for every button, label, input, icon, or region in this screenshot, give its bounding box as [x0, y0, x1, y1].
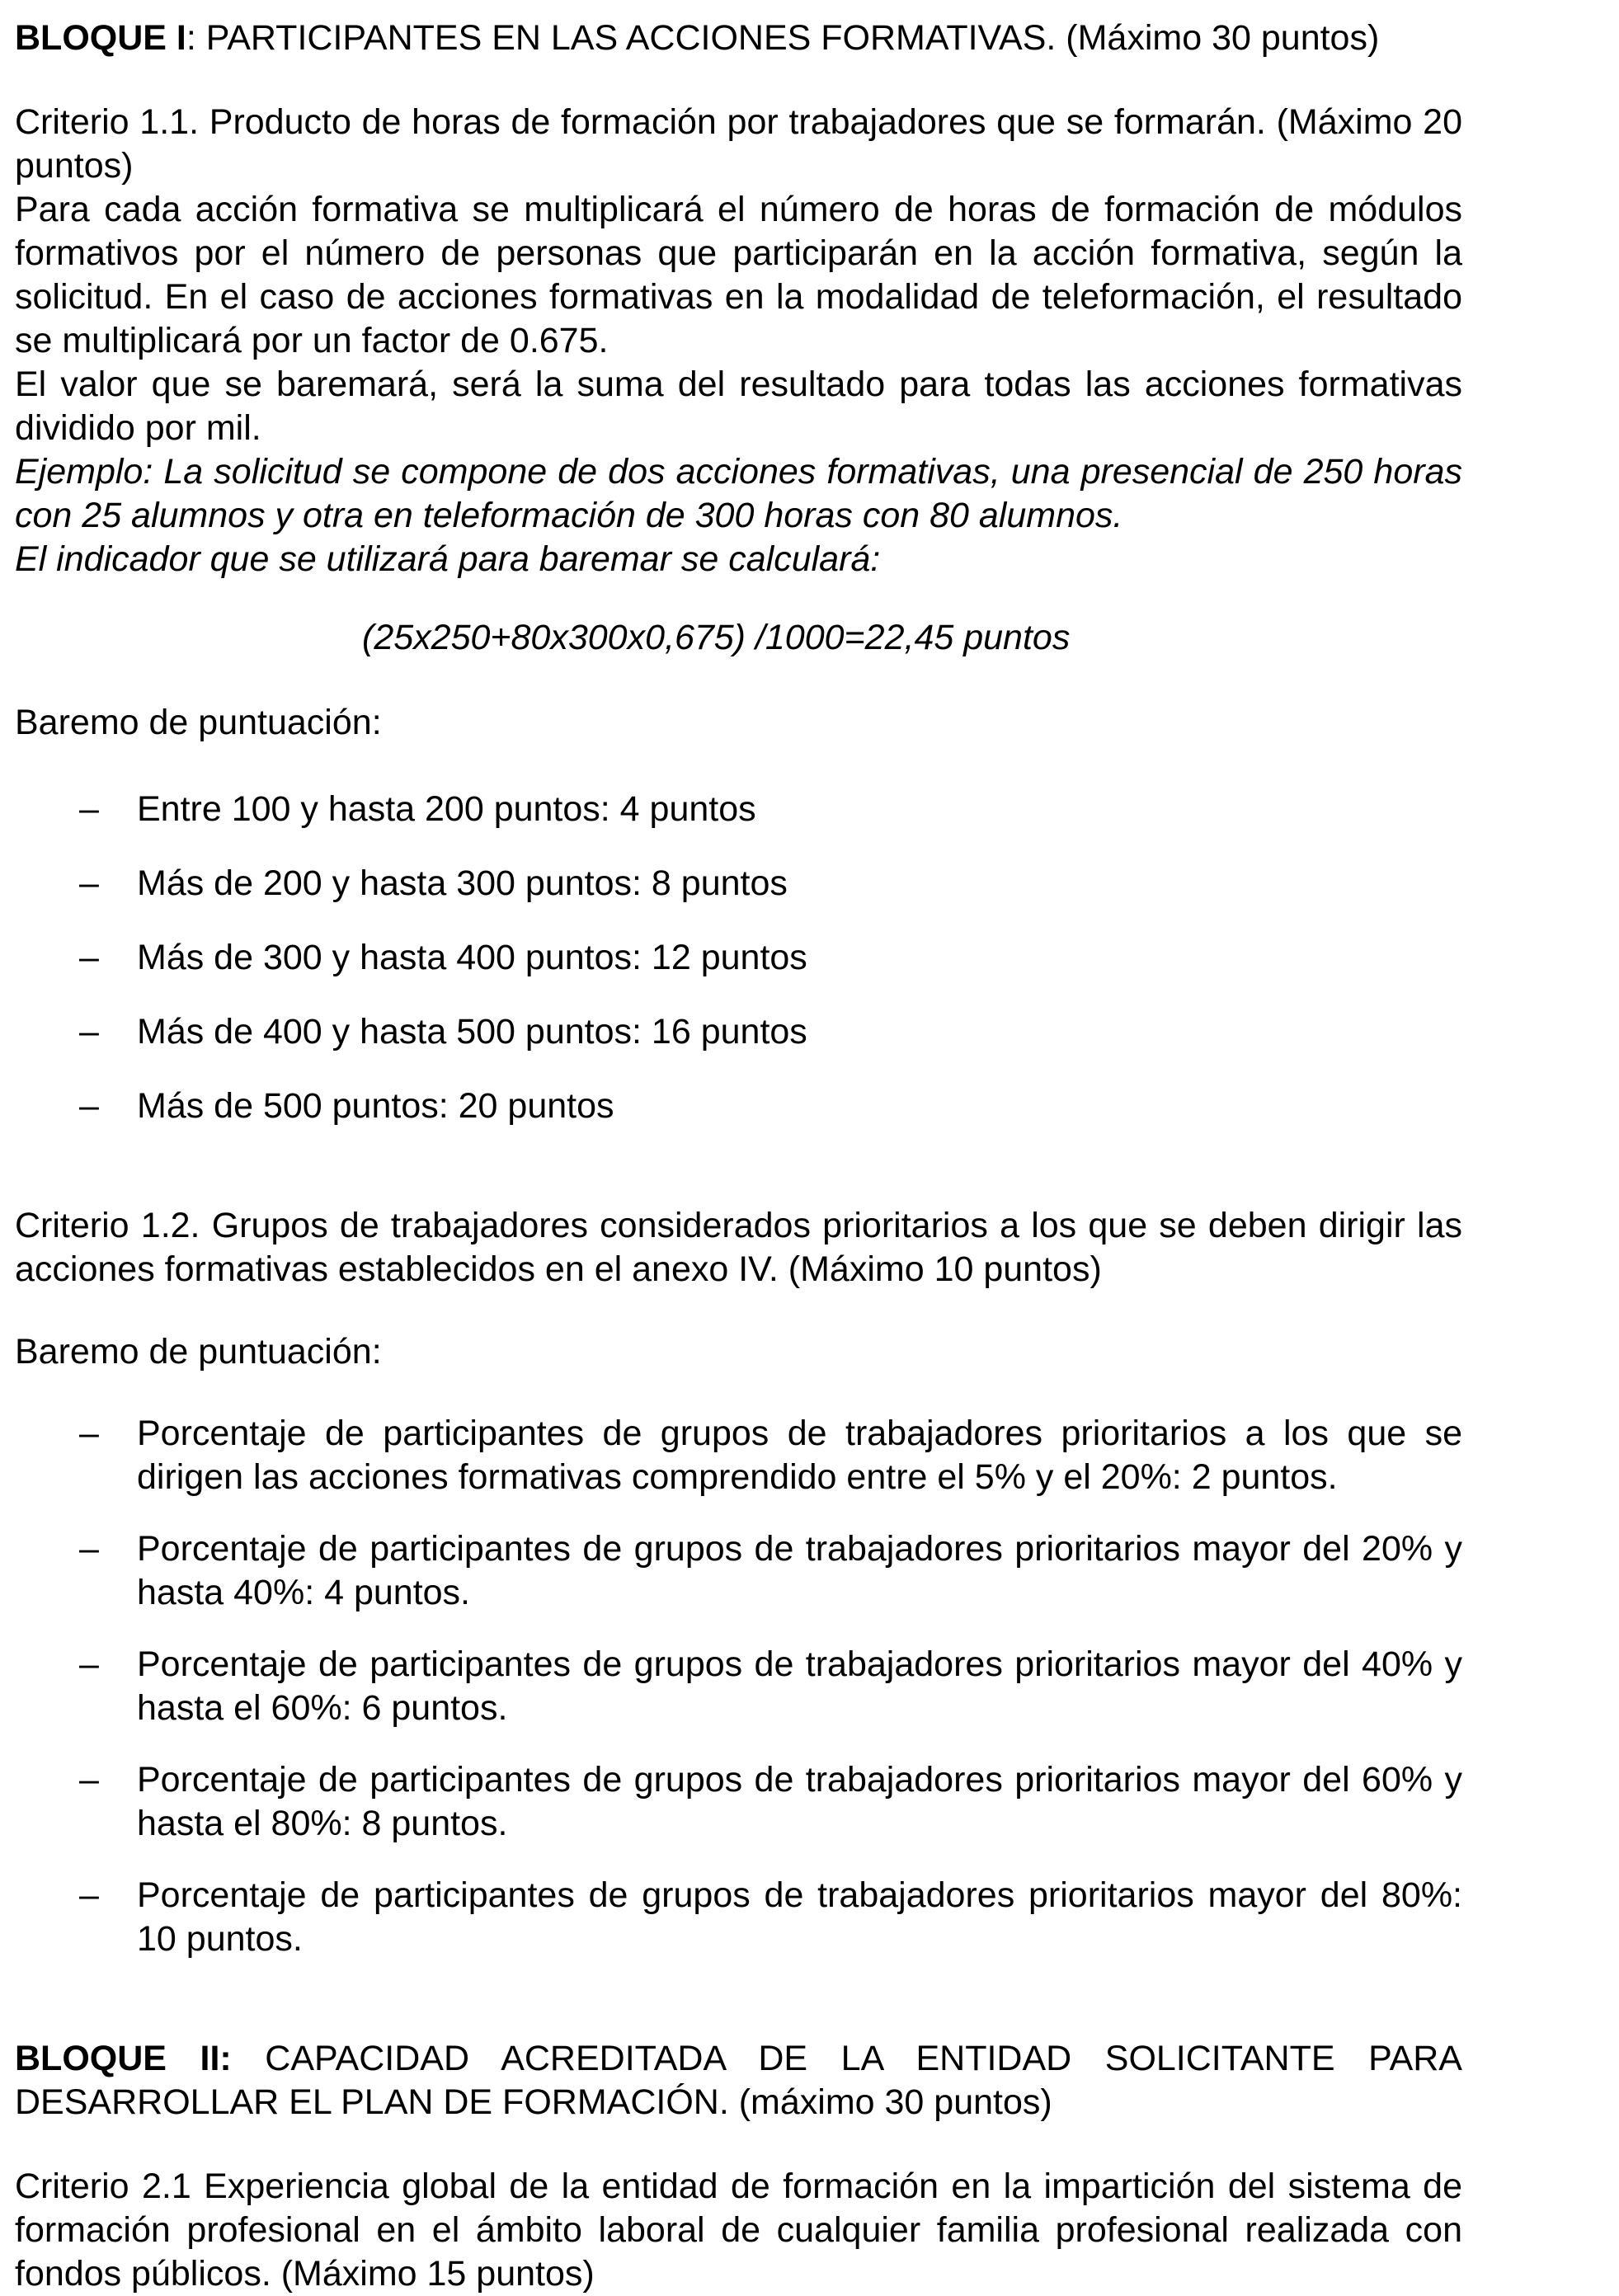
bloque-2-heading	[15, 2037, 1462, 2124]
criterio-1-2-title: Criterio 1.2. Grupos de trabajadores considerados prioritarios a los que se deben dirigir las acciones formativas establecidos en el anexo IV. (Máximo 10 puntos)	[15, 1206, 1462, 1289]
criterio-2-1-title: Criterio 2.1 Experiencia global de la entidad de formación en la impartición del sistema de formación profesional en el ámbito laboral de cualquier familia profesional realizada con fondos públicos. (Máximo 15 puntos)	[15, 2167, 1462, 2294]
list-marker: –	[79, 1529, 99, 1569]
list-item: – Más de 400 y hasta 500 puntos: 16 puntos	[15, 1010, 1462, 1054]
criterio-1-1-baremo-list	[15, 788, 1462, 1128]
list-item: – Más de 200 y hasta 300 puntos: 8 puntos	[15, 862, 1462, 906]
bloque-2-title: CAPACIDAD ACREDITADA DE LA ENTIDAD SOLICITANTE PARA DESARROLLAR EL PLAN DE FORMACIÓN. (máximo 30 puntos)	[15, 2039, 1462, 2122]
list-item: – Porcentaje de participantes de grupos de trabajadores prioritarios mayor del 60% y hasta el 80%: 8 puntos.	[79, 1760, 1462, 1843]
bloque-1-title: : PARTICIPANTES EN LAS ACCIONES FORMATIVAS. (Máximo 30 puntos)	[186, 18, 1380, 58]
criterio-1-1-paragraph-2: El valor que se baremará, será la suma del resultado para todas las acciones formativas dividido por mil.	[15, 365, 1462, 448]
list-item: – Más de 500 puntos: 20 puntos	[15, 1084, 1462, 1128]
criterio-1-1-title: Criterio 1.1. Producto de horas de formación por trabajadores que se formarán. (Máximo 20 puntos)	[15, 102, 1462, 186]
criterio-1-2-baremo-title: Baremo de puntuación:	[15, 1332, 382, 1371]
list-marker: –	[79, 1414, 99, 1453]
criterio-1-2-baremo-list	[15, 1412, 1462, 1961]
criterio-1-1-baremo-title: Baremo de puntuación:	[15, 703, 382, 742]
list-item: – Porcentaje de participantes de grupos de trabajadores prioritarios mayor del 40% y hasta el 60%: 6 puntos.	[79, 1644, 1462, 1728]
criterio-1-1-formula: (25x250+80x300x0,675) /1000=22,45 puntos	[362, 618, 1071, 657]
list-item: – Porcentaje de participantes de grupos de trabajadores prioritarios a los que se dirigen las acciones formativas comprendido entre el 5% y el 20%: 2 puntos.	[79, 1414, 1462, 1497]
list-item: – Porcentaje de participantes de grupos de trabajadores prioritarios mayor del 20% y hasta 40%: 4 puntos.	[79, 1529, 1462, 1612]
list-marker: –	[79, 1012, 99, 1052]
bloque-2-label: BLOQUE II:	[15, 2039, 232, 2078]
list-marker: –	[79, 1086, 99, 1126]
list-marker: –	[79, 1760, 99, 1800]
list-marker: –	[79, 789, 99, 829]
criterio-1-1-example: Ejemplo: La solicitud se compone de dos acciones formativas, una presencial de 250 horas con 25 alumnos y otra en teleformación de 300 horas con 80 alumnos.	[15, 452, 1462, 535]
list-marker: –	[79, 938, 99, 977]
bloque-1-heading	[15, 16, 1462, 60]
list-item: – Porcentaje de participantes de grupos de trabajadores prioritarios mayor del 80%: 10 puntos.	[79, 1875, 1462, 1959]
list-item: – Entre 100 y hasta 200 puntos: 4 puntos	[15, 788, 1462, 831]
list-marker: –	[79, 1875, 99, 1915]
list-item: – Más de 300 y hasta 400 puntos: 12 puntos	[15, 936, 1462, 980]
list-marker: –	[79, 863, 99, 903]
criterio-1-1-indicator: El indicador que se utilizará para baremar se calculará:	[15, 539, 881, 579]
list-marker: –	[79, 1644, 99, 1684]
bloque-1-label: BLOQUE I	[15, 18, 186, 58]
criterio-1-1-paragraph-1: Para cada acción formativa se multiplicará el número de horas de formación de módulos formativos por el número de personas que participarán en la acción formativa, según la solicitud. En el caso de acciones formativas en la modalidad de teleformación, el resultado se multiplicará por un factor de 0.675.	[15, 190, 1462, 360]
